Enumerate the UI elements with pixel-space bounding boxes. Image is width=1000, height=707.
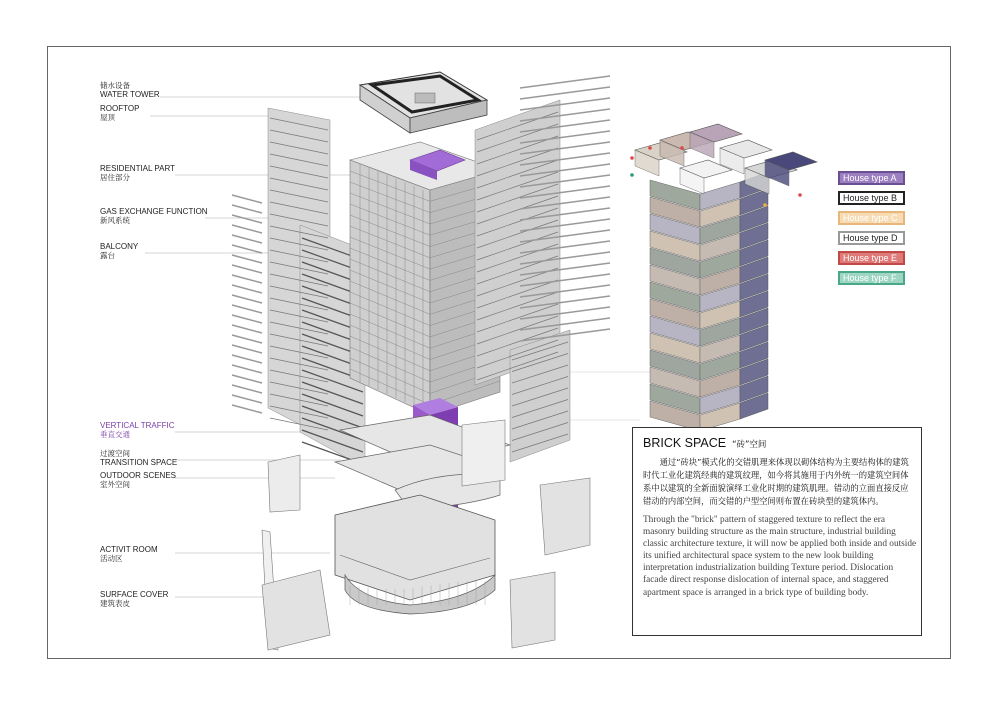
- description-chinese: 通过“砖块”模式化的交错肌理来体现以砌体结构为主要结构体的建筑时代工业化建筑经典的建筑纹理，如今将其施用于内外统一的建筑空间体系中以建筑的全新面貌演绎工业化时期的建筑肌理。错动的立面直接反应错动的内部空间，而交错的户型空间则布置在砖块型的建筑体内。: [643, 457, 909, 506]
- label-water-tower: 储水设备 WATER TOWER: [100, 81, 160, 99]
- label-gas-exchange: GAS EXCHANGE FUNCTION 新风系统: [100, 207, 208, 225]
- label-transition-space: 过渡空间 TRANSITION SPACE: [100, 449, 178, 467]
- water-tower: [360, 72, 487, 133]
- description-english: Through the "brick" pattern of staggered texture to reflect the era masonry building structure as the main structure, industrial building classic architecture texture, it will now be applied both inside and outside its unified architectural space system to the new look building interpretation industrialization building Texture period. Dislocation facade direct response dislocation of internal space, and staggered apartment space is arranged in a brick type of building body.: [643, 515, 917, 598]
- legend-house-type-a: House type A: [838, 171, 905, 185]
- label-balcony: BALCONY 露台: [100, 242, 139, 260]
- label-vertical-traffic: VERTICAL TRAFFIC 垂直交通: [100, 421, 175, 439]
- brick-space-description: [632, 427, 922, 636]
- label-outdoor-scenes: OUTDOOR SCENES 室外空间: [100, 471, 177, 489]
- label-rooftop: ROOFTOP 屋顶: [100, 104, 140, 122]
- legend-house-type-d: House type D: [838, 231, 905, 245]
- title-en: BRICK SPACE: [643, 436, 727, 450]
- label-residential-part: RESIDENTIAL PART 居住部分: [100, 164, 175, 182]
- legend-house-type-b: House type B: [838, 191, 905, 205]
- colored-house-type-tower: [630, 124, 817, 431]
- description-title: [643, 436, 766, 450]
- title-cn: “砖”空间: [732, 440, 767, 450]
- legend-house-type-e: House type E: [838, 251, 905, 265]
- activity-room: [335, 495, 495, 614]
- label-activity-room: ACTIVIT ROOM 活动区: [100, 545, 158, 563]
- legend-house-type-c: House type C: [838, 211, 905, 225]
- legend-house-type-f: House type F: [838, 271, 905, 285]
- label-surface-cover: SURFACE COVER 建筑表皮: [100, 590, 169, 608]
